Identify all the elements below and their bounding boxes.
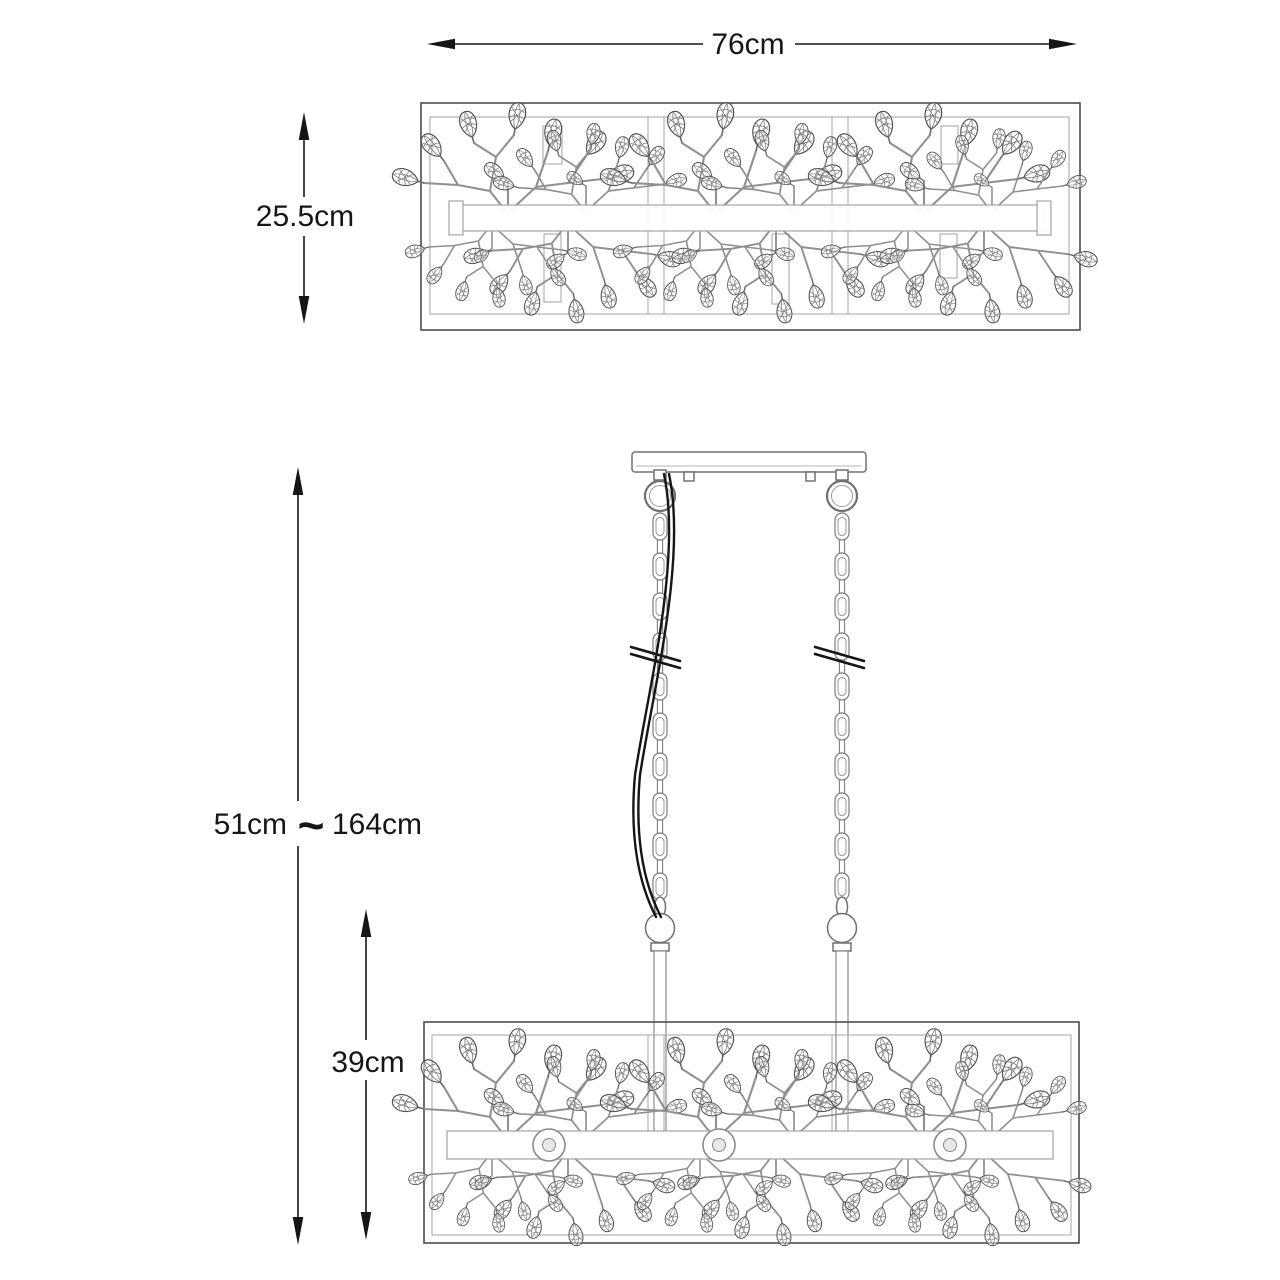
hanging-height-dimension-arrow <box>214 467 422 1245</box>
depth-dimension-arrow <box>256 112 354 324</box>
canopy-tab-left <box>684 472 694 481</box>
suspension-rod-left <box>646 897 675 1132</box>
width-dimension-label: 76cm <box>711 28 785 61</box>
top-view-centre-bar <box>455 205 1045 231</box>
depth-dimension-label: 25.5cm <box>255 200 355 233</box>
hang-max-label: 164cm <box>332 808 423 841</box>
canopy-tab-right <box>806 472 815 481</box>
hang-min-label: 51cm <box>213 808 287 841</box>
fixture-front-view <box>390 1022 1092 1247</box>
hanging-ring-right <box>827 481 857 511</box>
fixture-top-view <box>390 101 1098 330</box>
fixture-height-label: 39cm <box>331 1046 405 1079</box>
fixture-height-dimension-arrow <box>331 909 404 1240</box>
hang-tilde: ~ <box>297 799 325 851</box>
width-dimension-arrow <box>427 28 1077 61</box>
canopy-plate <box>632 452 866 472</box>
chain-left <box>653 513 667 917</box>
chain-right <box>835 513 849 917</box>
